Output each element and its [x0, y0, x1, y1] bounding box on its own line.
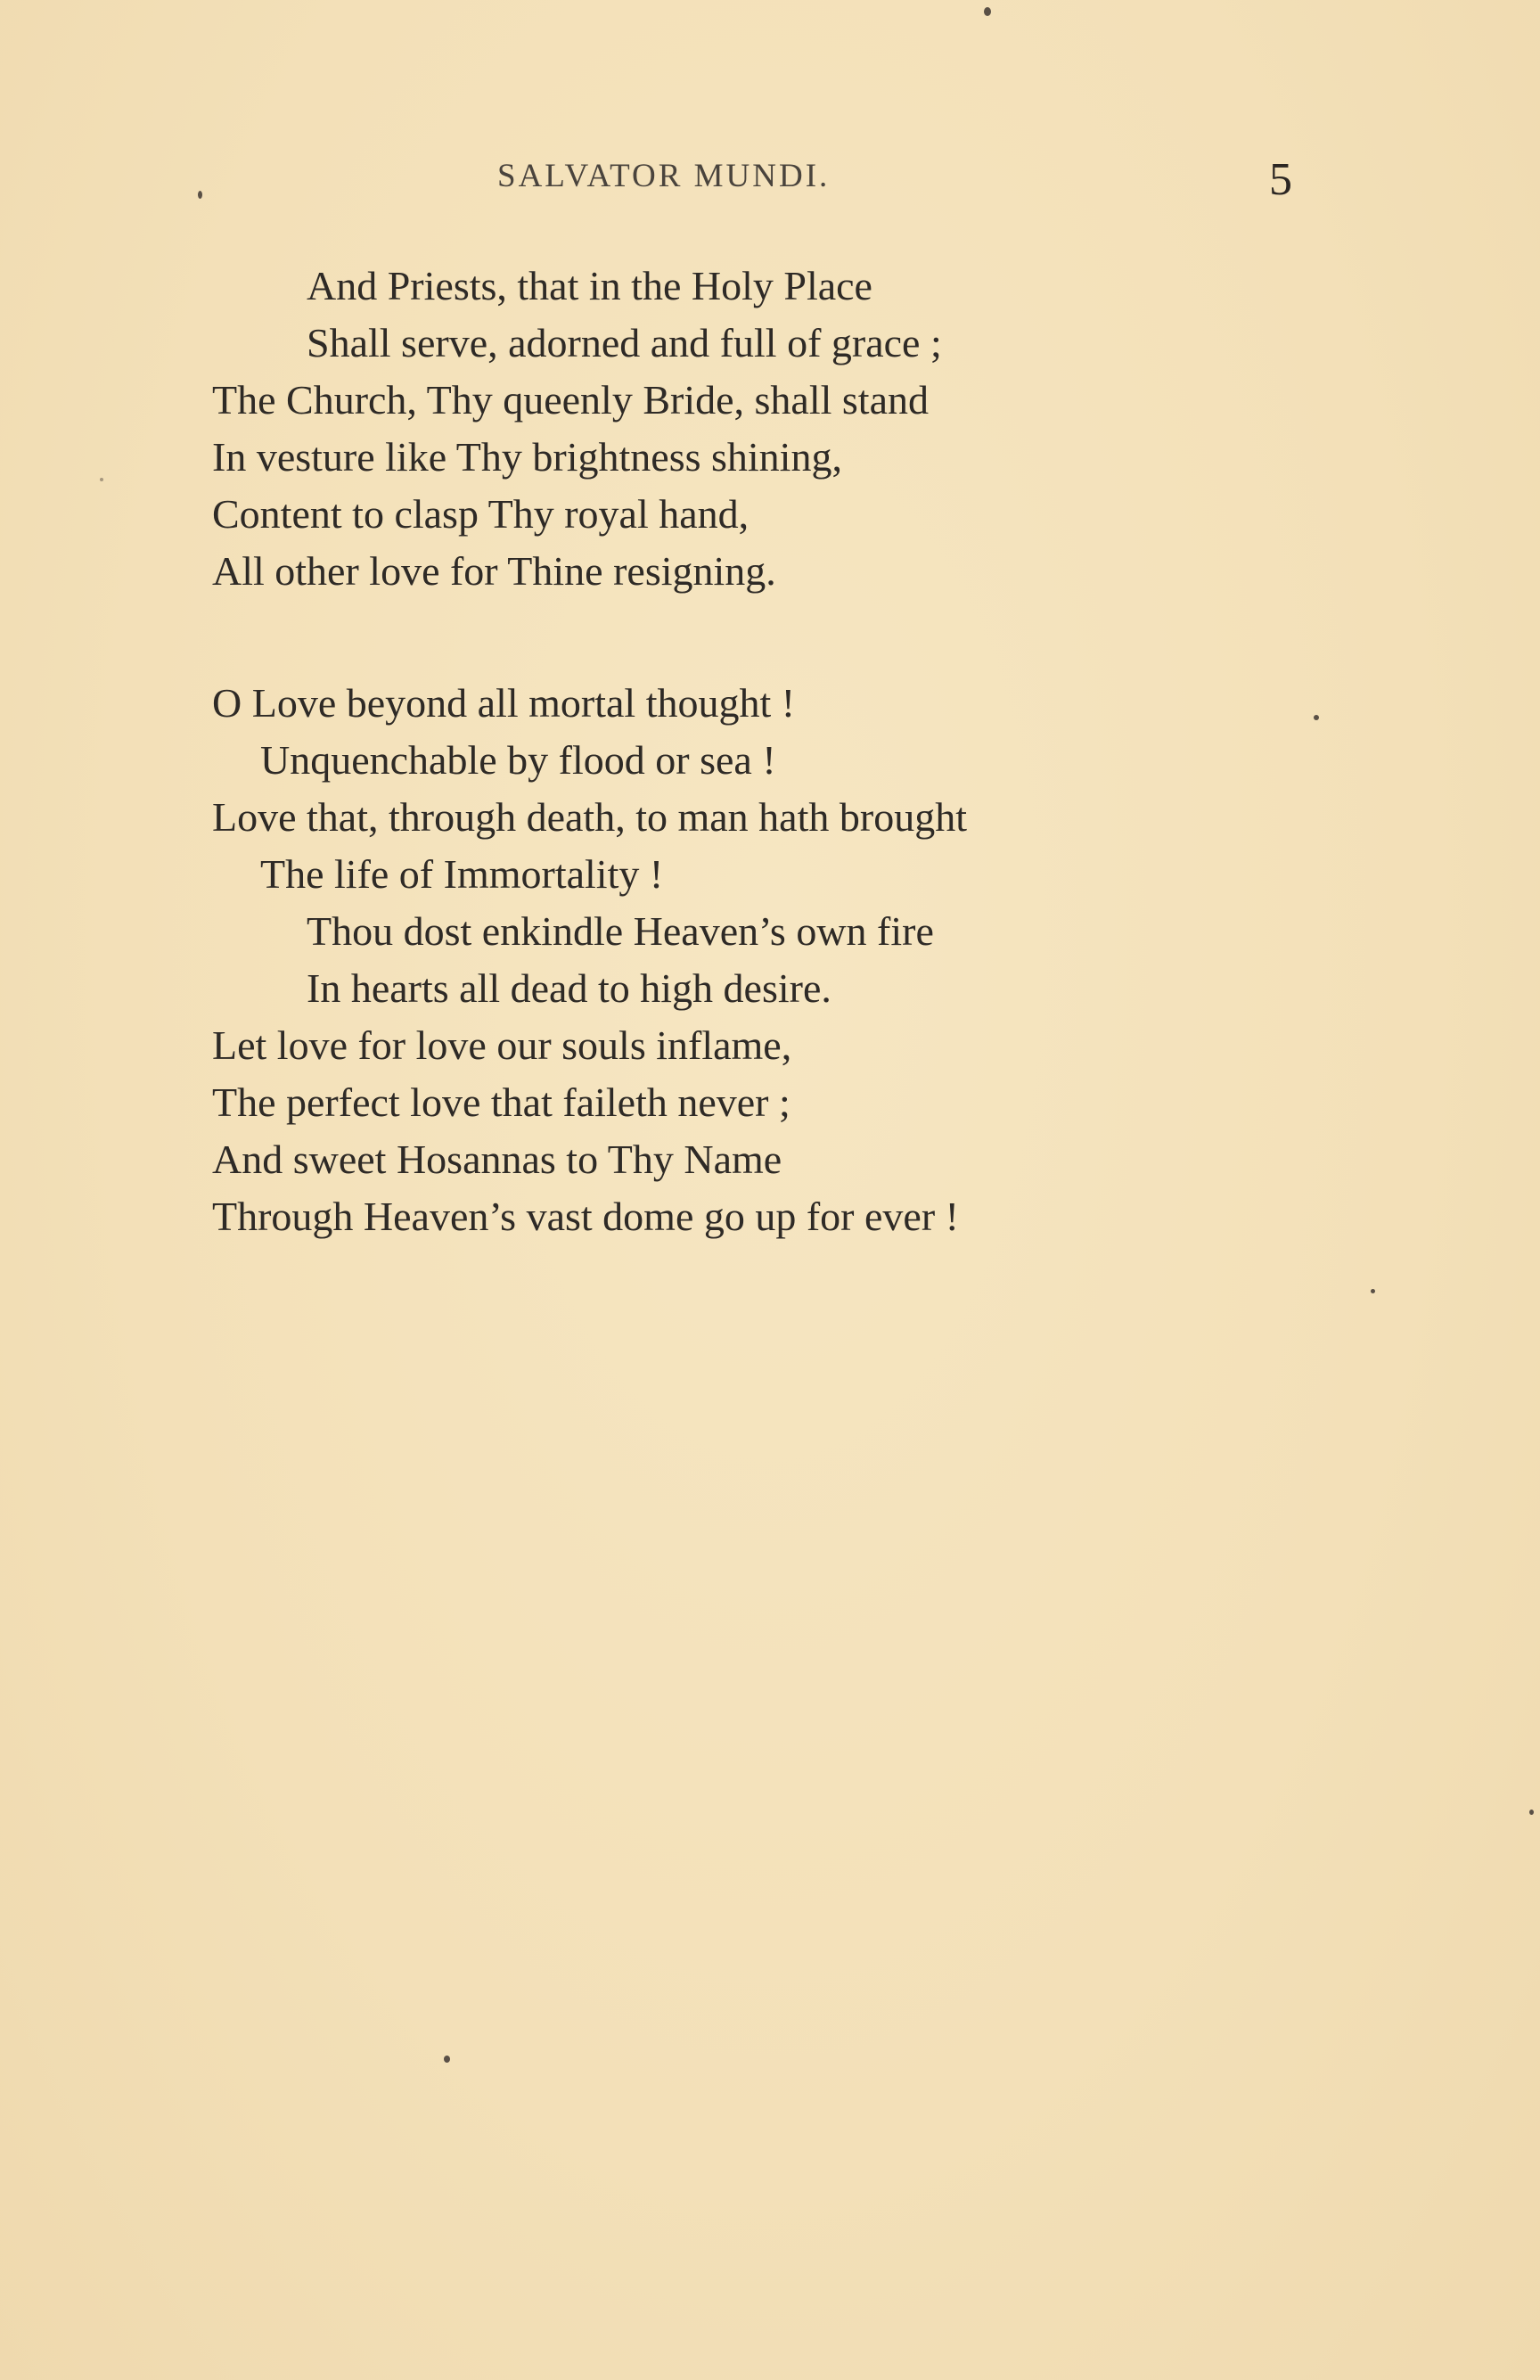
poem-line: The life of Immortality !: [260, 851, 664, 897]
poem-line: And sweet Hosannas to Thy Name: [212, 1137, 782, 1182]
page-number: 5: [1269, 154, 1292, 205]
poem-line: O Love beyond all mortal thought !: [212, 680, 796, 726]
paper-speck: [198, 191, 202, 199]
paper-speck: [984, 7, 991, 16]
poem-line: Shall serve, adorned and full of grace ;: [307, 320, 942, 365]
paper-speck: [1529, 1810, 1534, 1815]
poem-line: In vesture like Thy brightness shining,: [212, 434, 842, 480]
poem-line: Let love for love our souls inflame,: [212, 1022, 792, 1068]
poem-line: The perfect love that faileth never ;: [212, 1079, 790, 1125]
poem-line: In hearts all dead to high desire.: [307, 965, 831, 1011]
poem-line: Through Heaven’s vast dome go up for ever !: [212, 1194, 959, 1239]
poem-line: And Priests, that in the Holy Place: [307, 263, 872, 308]
poem-line: The Church, Thy queenly Bride, shall stand: [212, 377, 929, 423]
poem-line: Love that, through death, to man hath brought: [212, 794, 967, 840]
poem-line: Content to clasp Thy royal hand,: [212, 491, 750, 537]
paper-speck: [1314, 715, 1319, 720]
running-head: [0, 154, 1540, 210]
poem-line: All other love for Thine resigning.: [212, 548, 776, 594]
poem-line: Thou dost enkindle Heaven’s own fire: [307, 908, 934, 954]
paper-speck: [444, 2056, 450, 2063]
poem-line: Unquenchable by flood or sea !: [260, 737, 776, 783]
paper-speck: [100, 478, 103, 481]
paper-speck: [1371, 1289, 1375, 1293]
running-title: SALVATOR MUNDI.: [497, 158, 831, 194]
